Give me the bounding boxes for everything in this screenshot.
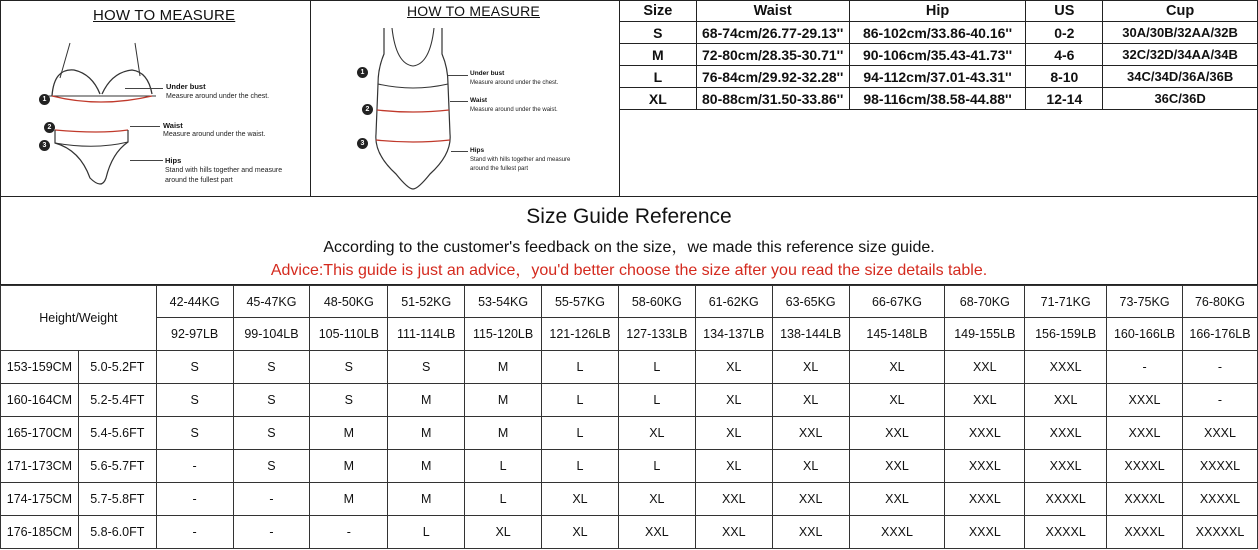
size-cell: XXL	[849, 417, 945, 450]
label-waist: Waist	[163, 121, 183, 130]
size-cell: XXXL	[945, 417, 1025, 450]
guide-header-lb-row	[1, 318, 1258, 351]
size-cell: XXL	[772, 516, 849, 549]
cell-size: S	[620, 22, 697, 44]
weight-lb-header: 111-114LB	[388, 318, 465, 351]
measure-panel-onepiece	[311, 0, 619, 196]
reference-subtitle: According to the customer's feedback on the size，we made this reference size guide.	[323, 239, 935, 256]
weight-lb-header: 166-176LB	[1182, 318, 1257, 351]
size-cell: M	[465, 351, 542, 384]
cell-cup: 30A/30B/32AA/32B	[1103, 22, 1258, 44]
weight-kg-header: 42-44KG	[156, 286, 233, 318]
cell-us: 0-2	[1026, 22, 1103, 44]
size-cell: XXL	[772, 483, 849, 516]
size-cell: S	[388, 351, 465, 384]
desc-hips-1: Stand with hills together and measure	[470, 157, 571, 163]
weight-kg-header: 68-70KG	[945, 286, 1025, 318]
size-cell: XL	[695, 384, 772, 417]
reference-title: Size Guide Reference	[526, 205, 732, 228]
leader-line	[130, 160, 163, 161]
step-number-3: 3	[357, 138, 368, 149]
leader-line	[448, 75, 468, 76]
cell-waist: 72-80cm/28.35-30.71''	[696, 44, 849, 66]
size-cell: L	[542, 417, 619, 450]
size-cell: S	[310, 351, 388, 384]
desc-under-bust: Measure around under the chest.	[166, 93, 270, 100]
cell-us: 12-14	[1026, 88, 1103, 110]
size-cell: L	[542, 351, 619, 384]
size-cell: M	[310, 450, 388, 483]
size-cell: L	[465, 450, 542, 483]
cell-hip: 86-102cm/33.86-40.16''	[849, 22, 1026, 44]
cell-waist: 80-88cm/31.50-33.86''	[696, 88, 849, 110]
size-cell: XL	[695, 417, 772, 450]
size-row-m	[620, 44, 1258, 66]
cell-us: 4-6	[1026, 44, 1103, 66]
size-cell: -	[310, 516, 388, 549]
weight-kg-header: 73-75KG	[1107, 286, 1183, 318]
size-cell: XXL	[945, 351, 1025, 384]
leader-line	[130, 126, 160, 127]
size-cell: XL	[772, 384, 849, 417]
size-cell: XXXXL	[1107, 516, 1183, 549]
height-ft: 5.6-5.7FT	[78, 450, 156, 483]
desc-hips-2: around the fullest part	[470, 166, 529, 172]
leader-line	[450, 101, 468, 102]
weight-kg-header: 51-52KG	[388, 286, 465, 318]
size-cell: L	[618, 351, 695, 384]
size-cell: -	[233, 516, 310, 549]
size-cell: XXL	[1025, 384, 1107, 417]
step-number-1: 1	[357, 67, 368, 78]
header-cup: Cup	[1103, 1, 1258, 22]
size-cell: -	[1107, 351, 1183, 384]
size-cell: XXL	[849, 483, 945, 516]
size-cell: -	[156, 450, 233, 483]
size-cell: L	[465, 483, 542, 516]
label-waist: Waist	[470, 97, 488, 104]
size-cell: XL	[849, 384, 945, 417]
header-hip: Hip	[849, 1, 1026, 22]
weight-lb-header: 105-110LB	[310, 318, 388, 351]
size-cell: M	[310, 483, 388, 516]
cell-cup: 32C/32D/34AA/34B	[1103, 44, 1258, 66]
leader-line	[451, 151, 468, 152]
size-cell: M	[388, 417, 465, 450]
size-cell: M	[465, 384, 542, 417]
size-cell: -	[156, 516, 233, 549]
size-cell: XL	[849, 351, 945, 384]
weight-kg-header: 63-65KG	[772, 286, 849, 318]
size-cell: XL	[772, 351, 849, 384]
size-cell: XXXL	[1025, 351, 1107, 384]
weight-lb-header: 145-148LB	[849, 318, 945, 351]
size-cell: L	[388, 516, 465, 549]
size-cell: XXL	[618, 516, 695, 549]
size-cell: XXXXL	[1182, 450, 1257, 483]
guide-row	[1, 450, 1258, 483]
height-cm: 165-170CM	[1, 417, 79, 450]
height-cm: 174-175CM	[1, 483, 79, 516]
corner-label: Height/Weight	[1, 286, 157, 351]
size-cell: XXXXL	[1107, 450, 1183, 483]
size-cell: XXXL	[1107, 417, 1183, 450]
size-cell: XXXL	[1025, 450, 1107, 483]
size-cell: XXXXL	[1025, 483, 1107, 516]
cell-waist: 76-84cm/29.92-32.28''	[696, 66, 849, 88]
label-hips: Hips	[470, 147, 485, 154]
size-cell: S	[156, 384, 233, 417]
cell-us: 8-10	[1026, 66, 1103, 88]
size-cell: S	[233, 384, 310, 417]
weight-kg-header: 71-71KG	[1025, 286, 1107, 318]
guide-row	[1, 483, 1258, 516]
header-waist: Waist	[696, 1, 849, 22]
size-chart-header	[620, 1, 1258, 22]
size-cell: XXXL	[945, 483, 1025, 516]
header-size: Size	[620, 1, 697, 22]
weight-lb-header: 160-166LB	[1107, 318, 1183, 351]
cell-hip: 90-106cm/35.43-41.73''	[849, 44, 1026, 66]
size-cell: -	[233, 483, 310, 516]
size-cell: M	[310, 417, 388, 450]
size-cell: M	[388, 384, 465, 417]
size-cell: XXXL	[945, 516, 1025, 549]
size-cell: XXXL	[1025, 417, 1107, 450]
size-cell: XL	[772, 450, 849, 483]
guide-row	[1, 516, 1258, 549]
size-cell: XL	[465, 516, 542, 549]
size-cell: S	[233, 351, 310, 384]
cell-size: M	[620, 44, 697, 66]
size-cell: XL	[695, 351, 772, 384]
height-ft: 5.7-5.8FT	[78, 483, 156, 516]
size-cell: L	[542, 450, 619, 483]
weight-lb-header: 99-104LB	[233, 318, 310, 351]
cell-waist: 68-74cm/26.77-29.13''	[696, 22, 849, 44]
measure-panel-bikini	[0, 0, 310, 196]
size-cell: -	[1182, 351, 1257, 384]
size-cell: XXXXXL	[1182, 516, 1257, 549]
weight-lb-header: 127-133LB	[618, 318, 695, 351]
size-cell: M	[388, 483, 465, 516]
cell-cup: 34C/34D/36A/36B	[1103, 66, 1258, 88]
desc-waist: Measure around under the waist.	[470, 107, 558, 113]
weight-kg-header: 61-62KG	[695, 286, 772, 318]
cell-hip: 94-112cm/37.01-43.31''	[849, 66, 1026, 88]
step-number-1: 1	[39, 94, 50, 105]
size-cell: XXL	[695, 516, 772, 549]
guide-row	[1, 384, 1258, 417]
desc-hips-2: around the fullest part	[165, 177, 233, 184]
cell-cup: 36C/36D	[1103, 88, 1258, 110]
label-hips: Hips	[165, 156, 182, 165]
label-under-bust: Under bust	[166, 82, 206, 91]
weight-kg-header: 48-50KG	[310, 286, 388, 318]
size-cell: XL	[542, 483, 619, 516]
height-cm: 153-159CM	[1, 351, 79, 384]
size-cell: XXXXL	[1107, 483, 1183, 516]
size-cell: XXL	[695, 483, 772, 516]
cell-size: L	[620, 66, 697, 88]
step-number-2: 2	[362, 104, 373, 115]
height-ft: 5.4-5.6FT	[78, 417, 156, 450]
size-cell: XL	[695, 450, 772, 483]
label-under-bust: Under bust	[470, 70, 505, 77]
size-cell: S	[156, 351, 233, 384]
size-cell: XL	[542, 516, 619, 549]
weight-kg-header: 45-47KG	[233, 286, 310, 318]
weight-lb-header: 156-159LB	[1025, 318, 1107, 351]
weight-kg-header: 55-57KG	[542, 286, 619, 318]
weight-lb-header: 92-97LB	[156, 318, 233, 351]
desc-waist: Measure around under the waist.	[163, 131, 266, 138]
size-cell: M	[388, 450, 465, 483]
size-cell: XXXL	[1107, 384, 1183, 417]
reference-advice: Advice:This guide is just an advice，you'd better choose the size after you read the size details table.	[270, 262, 988, 279]
swimsuit-illustration	[366, 24, 461, 194]
weight-lb-header: 121-126LB	[542, 318, 619, 351]
size-cell: L	[618, 384, 695, 417]
step-number-3: 3	[39, 140, 50, 151]
header-us: US	[1026, 1, 1103, 22]
size-cell: XL	[618, 417, 695, 450]
size-cell: XXL	[849, 450, 945, 483]
size-cell: M	[465, 417, 542, 450]
size-row-s	[620, 22, 1258, 44]
height-cm: 160-164CM	[1, 384, 79, 417]
guide-row	[1, 351, 1258, 384]
cell-hip: 98-116cm/38.58-44.88''	[849, 88, 1026, 110]
weight-lb-header: 138-144LB	[772, 318, 849, 351]
guide-row	[1, 417, 1258, 450]
guide-header-kg-row	[1, 286, 1258, 318]
weight-kg-header: 53-54KG	[465, 286, 542, 318]
size-cell: S	[233, 417, 310, 450]
desc-hips-1: Stand with hills together and measure	[165, 167, 283, 174]
size-cell: L	[542, 384, 619, 417]
size-cell: XL	[618, 483, 695, 516]
panel-title: HOW TO MEASURE	[93, 7, 236, 24]
weight-kg-header: 58-60KG	[618, 286, 695, 318]
height-cm: 171-173CM	[1, 450, 79, 483]
height-weight-guide-table	[0, 285, 1258, 549]
size-chart-table	[619, 0, 1258, 110]
weight-lb-header: 134-137LB	[695, 318, 772, 351]
size-cell: XXXL	[849, 516, 945, 549]
size-cell: XXXXL	[1025, 516, 1107, 549]
size-cell: S	[310, 384, 388, 417]
panel-title: HOW TO MEASURE	[407, 3, 540, 19]
size-cell: XXXXL	[1182, 483, 1257, 516]
size-cell: -	[156, 483, 233, 516]
height-ft: 5.2-5.4FT	[78, 384, 156, 417]
size-cell: XXXL	[1182, 417, 1257, 450]
size-cell: S	[156, 417, 233, 450]
size-row-l	[620, 66, 1258, 88]
weight-lb-header: 149-155LB	[945, 318, 1025, 351]
size-cell: L	[618, 450, 695, 483]
size-cell: S	[233, 450, 310, 483]
step-number-2: 2	[44, 122, 55, 133]
desc-under-bust: Measure around under the chest.	[470, 80, 559, 86]
weight-kg-header: 76-80KG	[1182, 286, 1257, 318]
size-cell: XXL	[772, 417, 849, 450]
size-row-xl	[620, 88, 1258, 110]
height-cm: 176-185CM	[1, 516, 79, 549]
height-ft: 5.0-5.2FT	[78, 351, 156, 384]
leader-line	[125, 88, 163, 89]
size-cell: XXXL	[945, 450, 1025, 483]
height-ft: 5.8-6.0FT	[78, 516, 156, 549]
bikini-illustration	[40, 38, 170, 198]
size-cell: -	[1182, 384, 1257, 417]
size-cell: XXL	[945, 384, 1025, 417]
weight-kg-header: 66-67KG	[849, 286, 945, 318]
weight-lb-header: 115-120LB	[465, 318, 542, 351]
cell-size: XL	[620, 88, 697, 110]
